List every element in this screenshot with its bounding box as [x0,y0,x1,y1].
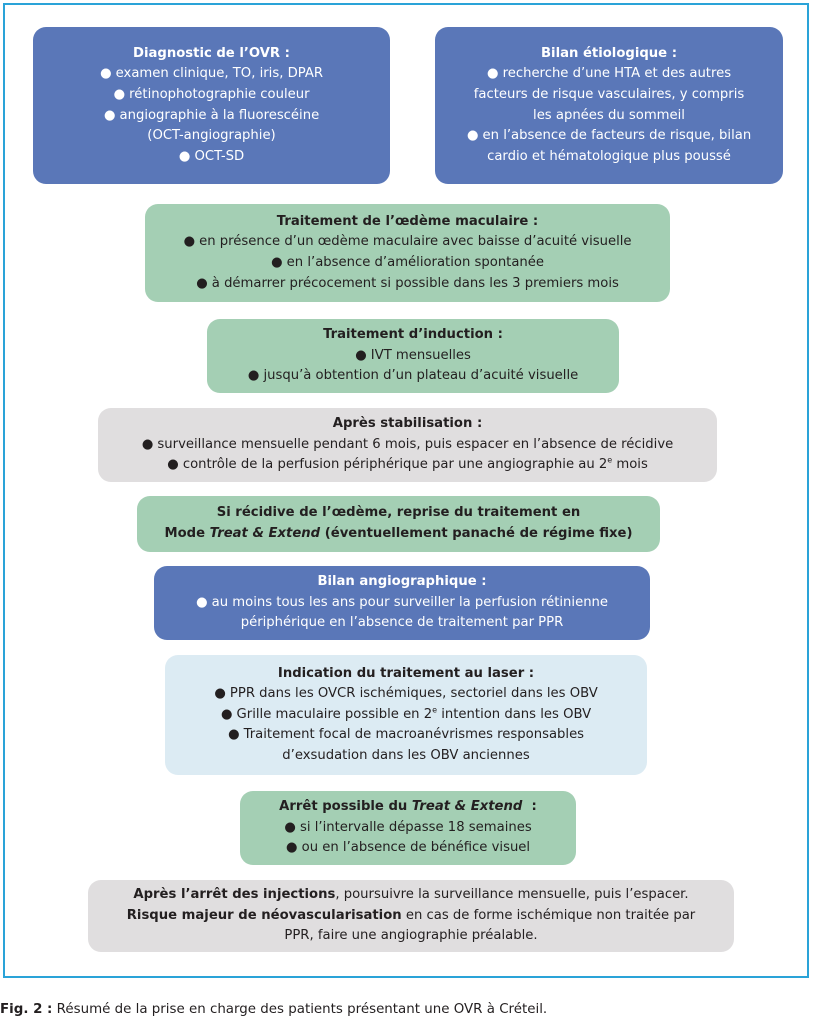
apres-arret-bold: Après l’arrêt des injections [133,887,336,903]
arret-title-text: Arrêt possible du [279,799,412,815]
traitement-induction-title: Traitement d’induction : [323,327,503,343]
bilan-etiologique-box [435,27,783,184]
apres-arret-line: PPR, faire une angiographie préalable. [284,928,538,944]
arret-title [279,797,537,818]
caption-text: Résumé de la prise en charge des patients présentant une OVR à Créteil. [52,1002,548,1017]
arret-item: ● ou en l’absence de bénéfice visuel [285,840,531,856]
apres-stabilisation-item [167,455,648,476]
recidive-text: Mode [164,526,210,541]
apres-arret-text: en cas de forme ischémique non traitée par [401,907,696,923]
diagnostic-item: (OCT-angiographie) [147,128,276,144]
diagnostic-item: ● examen clinique, TO, iris, DPAR [99,66,324,82]
laser-item-text: ● Grille maculaire possible en 2 [220,706,433,722]
recidive-text: (éventuellement panaché de régime fixe) [320,526,633,541]
recidive-title: Si récidive de l’œdème, reprise du traitement en [216,505,581,521]
bilan-angio-box [154,566,650,640]
laser-item [221,705,591,726]
figure-caption [0,1002,547,1017]
bilan-angio-item: périphérique en l’absence de traitement par PPR [240,615,564,631]
apres-arret-text: , poursuivre la surveillance mensuelle, puis l’espacer. [335,887,689,903]
bilan-angio-title: Bilan angiographique : [317,574,487,590]
apres-stabilisation-item-text: ● contrôle de la perfusion périphérique par une angiographie au 2 [167,457,608,473]
bilan-etiologique-item: les apnées du sommeil [533,107,685,123]
traitement-oedeme-item: ● en présence d’un œdème maculaire avec baisse d’acuité visuelle [183,234,632,250]
treat-extend-label: Treat & Extend [209,526,321,541]
apres-stabilisation-title: Après stabilisation : [332,416,483,432]
bilan-angio-item: ● au moins tous les ans pour surveiller la perfusion rétinienne [195,594,609,610]
arret-box [240,791,576,865]
recidive-box [137,496,660,552]
treat-extend-label: Treat & Extend [411,799,523,815]
apres-arret-bold: Risque majeur de néovascularisation [126,907,402,923]
bilan-etiologique-item: ● en l’absence de facteurs de risque, bilan [466,128,752,144]
laser-item-text: intention dans les OBV [437,706,592,722]
traitement-oedeme-item: ● en l’absence d’amélioration spontanée [270,255,545,270]
apres-arret-box [88,880,734,952]
apres-stabilisation-box [98,408,717,482]
traitement-oedeme-box [145,204,670,302]
diagnostic-box [33,27,390,184]
traitement-induction-item: ● jusqu’à obtention d’un plateau d’acuité visuelle [247,368,579,384]
superscript-e: e [432,705,438,715]
traitement-induction-box [207,319,619,393]
diagnostic-item: ● angiographie à la fluorescéine [103,107,320,123]
apres-arret-line [127,906,695,927]
laser-item: ● Traitement focal de macroanévrismes responsables [227,727,585,743]
recidive-line [164,524,632,545]
traitement-oedeme-item: ● à démarrer précocement si possible dans les 3 premiers mois [196,275,619,291]
bilan-etiologique-item: cardio et hématologique plus poussé [487,148,731,164]
apres-arret-line [133,885,688,906]
diagnostic-item: ● OCT-SD [178,148,245,164]
apres-stabilisation-item: ● surveillance mensuelle pendant 6 mois, puis espacer en l’absence de récidive [141,436,674,452]
traitement-induction-item: ● IVT mensuelles [355,347,471,363]
bilan-etiologique-title: Bilan étiologique : [541,45,677,61]
bilan-etiologique-item: facteurs de risque vasculaires, y compris [473,86,745,102]
laser-item: ● PPR dans les OVCR ischémiques, sectoriel dans les OBV [214,686,598,702]
apres-stabilisation-item-text: mois [612,457,648,473]
superscript-e: e [607,455,613,465]
bilan-etiologique-item: ● recherche d’une HTA et des autres [486,66,732,82]
traitement-oedeme-title: Traitement de l’œdème maculaire : [276,213,539,229]
laser-title: Indication du traitement au laser : [277,665,535,681]
diagnostic-item: ● rétinophotographie couleur [113,86,310,102]
laser-item: d’exsudation dans les OBV anciennes [282,747,530,763]
caption-label: Fig. 2 : [0,1002,53,1017]
arret-title-text: : [522,799,537,815]
arret-item: ● si l’intervalle dépasse 18 semaines [284,819,532,835]
laser-box [165,655,647,775]
diagnostic-title: Diagnostic de l’OVR : [133,45,290,61]
